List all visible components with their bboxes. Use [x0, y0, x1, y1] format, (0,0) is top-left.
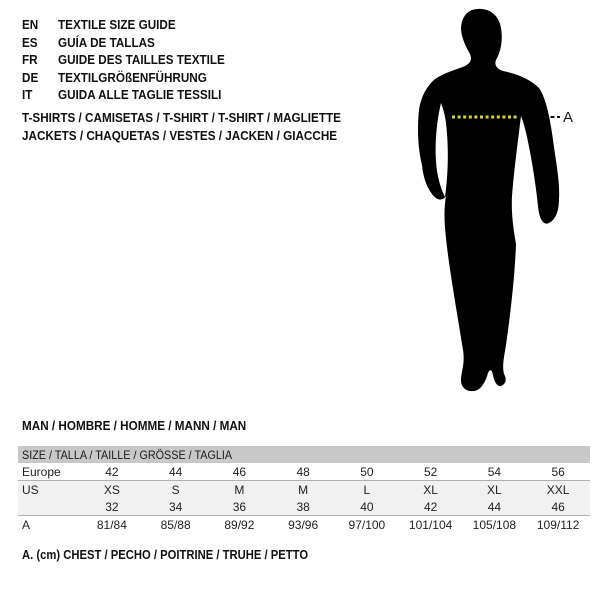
language-row-fr — [22, 51, 243, 69]
size-cell: 40 — [360, 499, 374, 514]
language-row-es — [22, 34, 243, 52]
language-title: TEXTILGRÖßENFÜHRUNG — [58, 69, 207, 85]
language-row-de — [22, 69, 243, 87]
size-cell: 46 — [551, 499, 565, 514]
language-title: TEXTILE SIZE GUIDE — [58, 17, 176, 33]
language-code: EN — [22, 17, 39, 33]
size-table — [18, 446, 590, 533]
size-cell: XS — [103, 482, 120, 497]
size-cell: M — [298, 482, 309, 497]
category-lines — [22, 109, 376, 145]
size-cell: 97/100 — [348, 517, 386, 532]
measurement-footnote: A. (cm) CHEST / PECHO / POITRINE / TRUHE / PETTO — [22, 548, 309, 562]
size-cell: 32 — [105, 499, 119, 514]
language-title: GUIDE DES TAILLES TEXTILE — [58, 52, 225, 68]
row-label: A — [22, 517, 31, 532]
size-cell: 44 — [168, 464, 183, 479]
language-title: GUÍA DE TALLAS — [58, 34, 155, 50]
size-cell: 89/92 — [224, 517, 255, 532]
row-label: US — [22, 482, 39, 497]
category-jackets: JACKETS / CHAQUETAS / VESTES / JACKEN / GIACCHE — [22, 128, 338, 143]
table-band — [18, 480, 590, 516]
size-cell: 81/84 — [96, 517, 127, 532]
size-cell: XL — [423, 482, 438, 497]
language-title: GUIDA ALLE TAGLIE TESSILI — [58, 87, 222, 103]
language-row-it — [22, 86, 243, 104]
size-cell: S — [171, 482, 180, 497]
row-label: Europe — [22, 464, 61, 479]
size-cell: 34 — [168, 499, 183, 514]
language-list — [22, 16, 243, 104]
size-cell: 109/112 — [536, 517, 580, 532]
size-cell: 105/108 — [472, 517, 517, 532]
size-table-header: SIZE / TALLA / TAILLE / GRÖSSE / TAGLIA — [18, 446, 590, 463]
language-code: IT — [22, 87, 33, 103]
table-row-europe — [18, 463, 590, 480]
size-cell: 56 — [551, 464, 565, 479]
language-row-en — [22, 16, 243, 34]
size-cell: 36 — [232, 499, 247, 514]
man-silhouette-icon — [418, 9, 559, 391]
size-cell: 50 — [360, 464, 374, 479]
size-cell: XXL — [546, 482, 570, 497]
size-cell: 44 — [487, 499, 502, 514]
section-title-man: MAN / HOMBRE / HOMME / MANN / MAN — [22, 418, 247, 433]
size-cell: 42 — [423, 499, 438, 514]
table-row-numeric — [18, 498, 590, 515]
language-code: FR — [22, 52, 38, 68]
size-cell: 101/104 — [408, 517, 453, 532]
size-cell: 93/96 — [288, 517, 319, 532]
size-cell: 48 — [296, 464, 310, 479]
size-cell: M — [234, 482, 245, 497]
size-cell: 54 — [487, 464, 502, 479]
table-row-us — [18, 481, 590, 498]
size-cell: 38 — [296, 499, 310, 514]
size-cell: 42 — [105, 464, 119, 479]
size-cell: 46 — [232, 464, 247, 479]
measure-label-a: A — [563, 109, 574, 126]
category-tshirts: T-SHIRTS / CAMISETAS / T-SHIRT / T-SHIRT / MAGLIETTE — [22, 110, 341, 125]
size-cell: 52 — [423, 464, 438, 479]
man-silhouette-figure — [400, 0, 600, 400]
size-cell: L — [363, 482, 371, 497]
size-cell: XL — [487, 482, 502, 497]
size-cell: 85/88 — [160, 517, 191, 532]
language-code: ES — [22, 34, 38, 50]
language-code: DE — [22, 69, 39, 85]
table-row-chest-a — [18, 516, 590, 533]
